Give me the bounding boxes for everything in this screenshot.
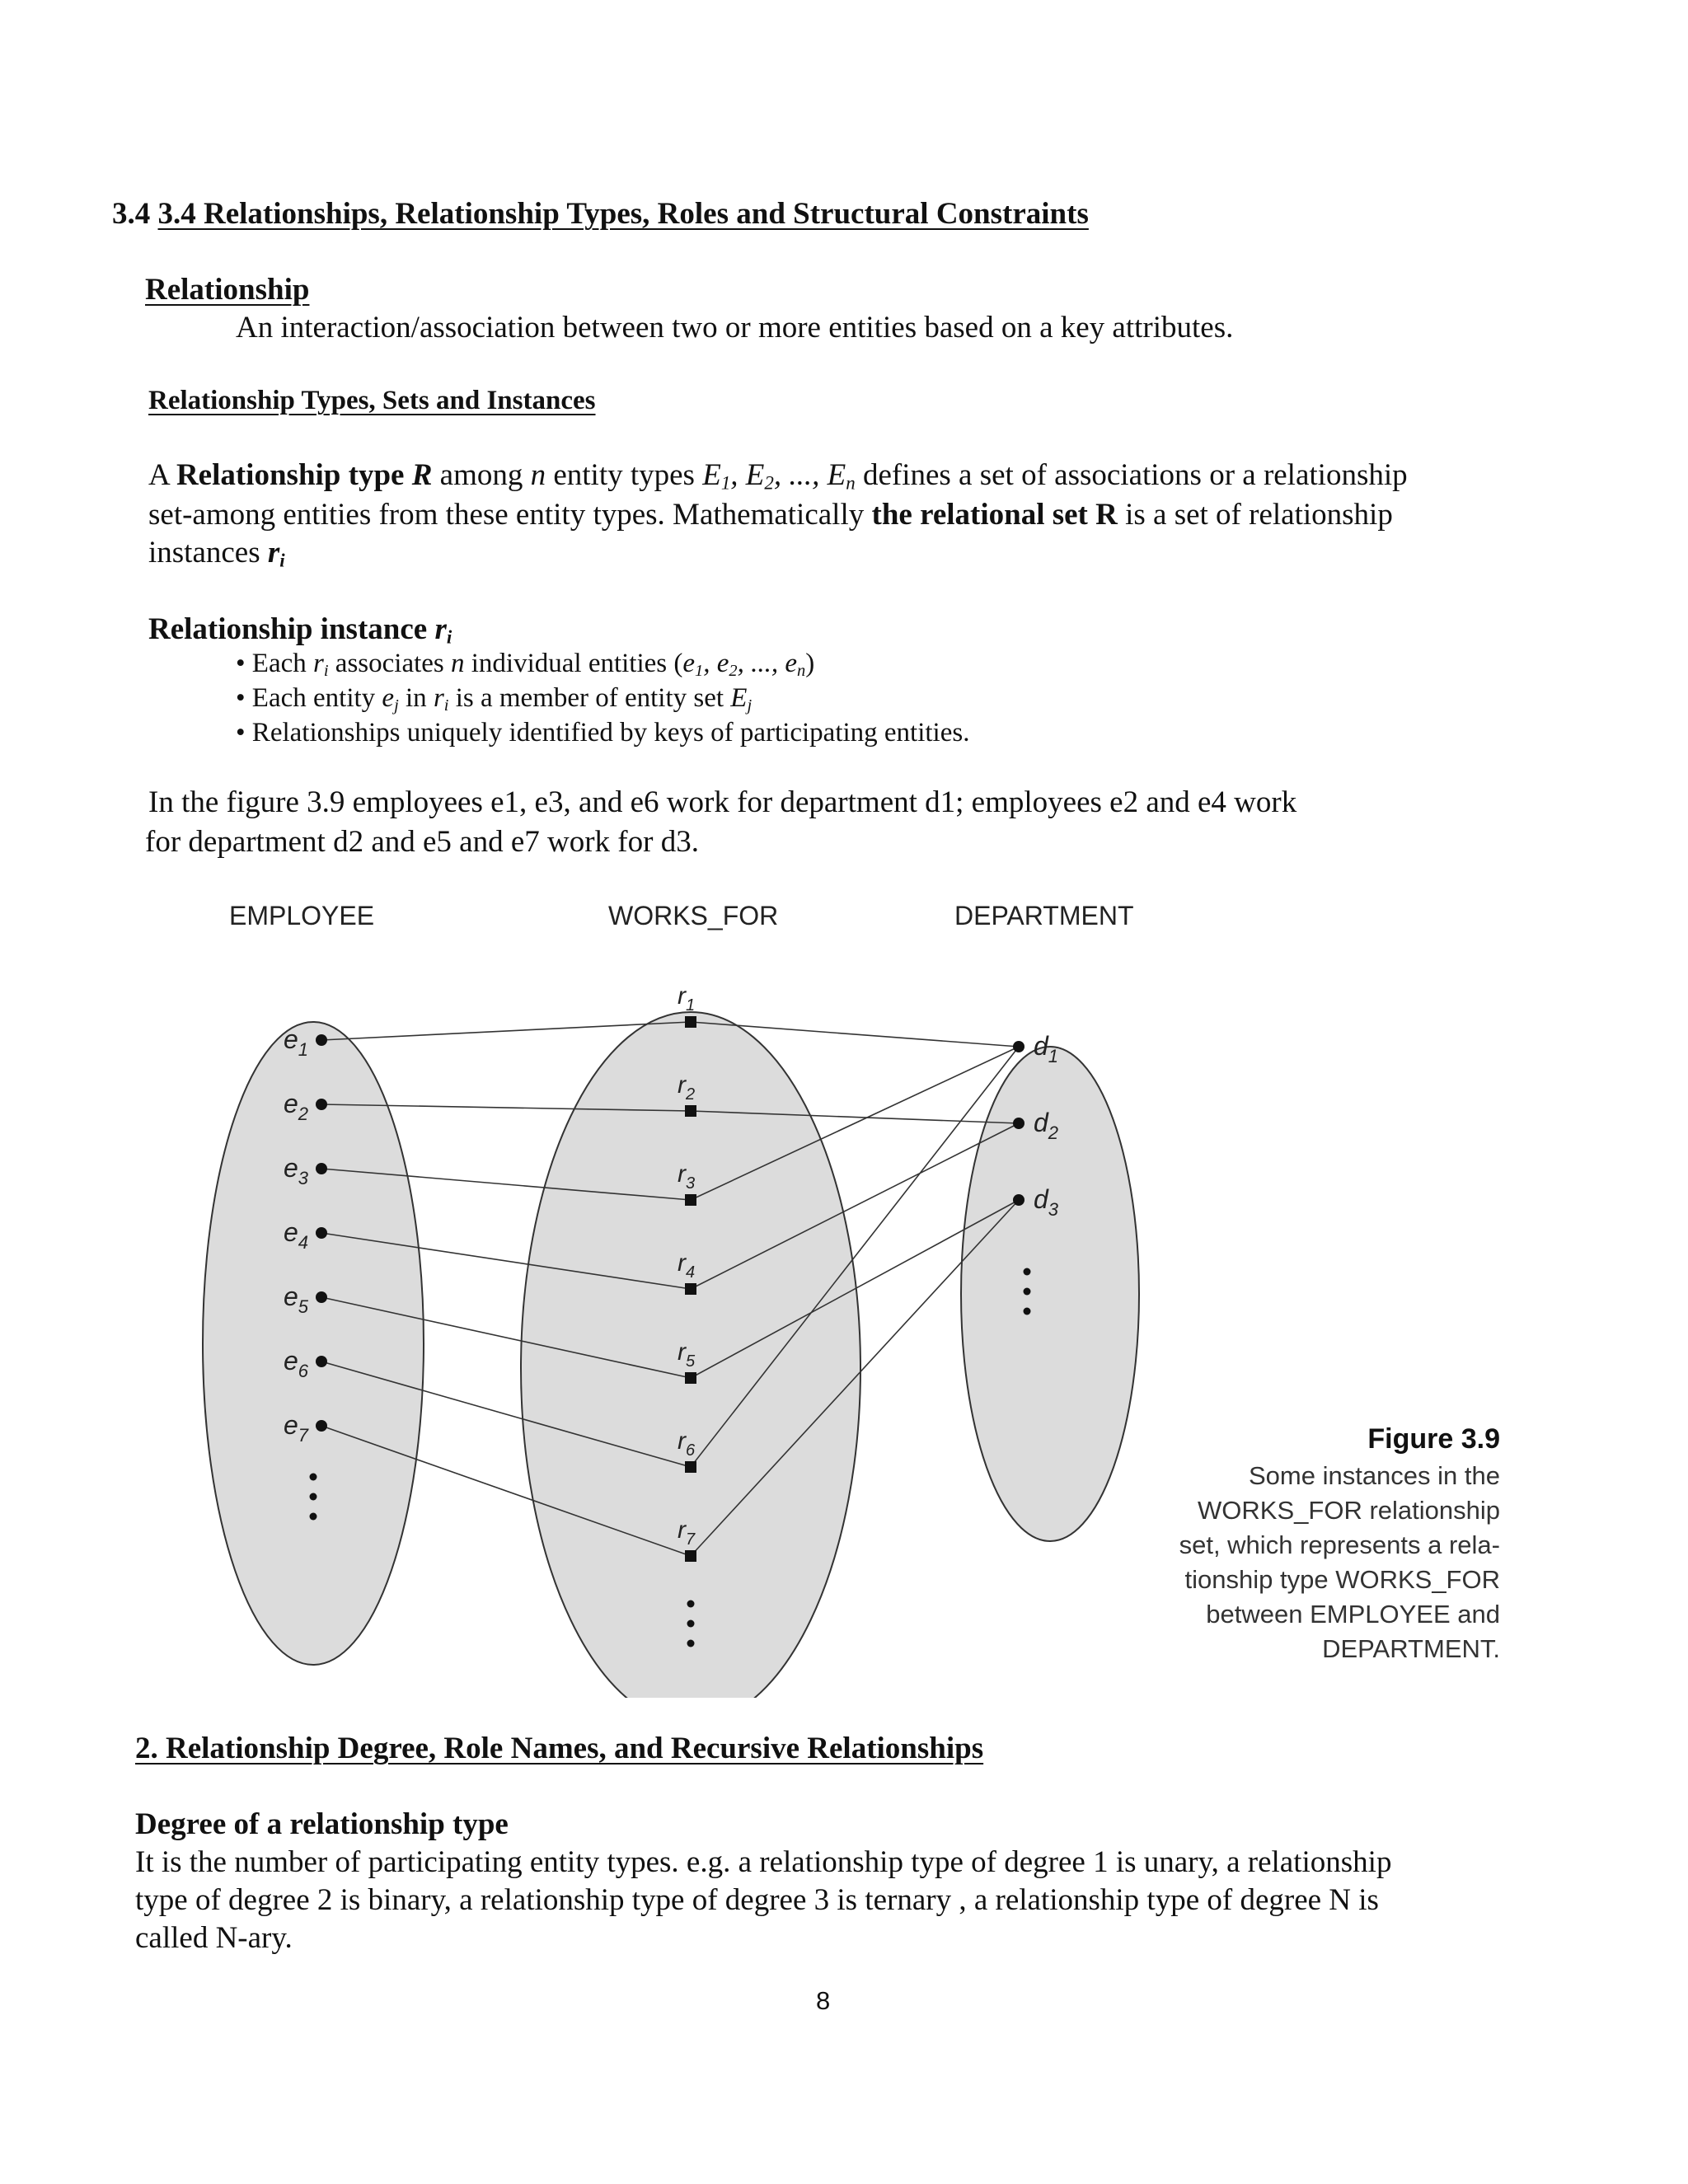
figure-text-line2: for department d2 and e5 and e7 work for d3.: [145, 825, 699, 859]
figure-caption-line: set, which represents a rela-: [1179, 1530, 1500, 1559]
employee-more-dots: [310, 1474, 317, 1481]
department-label: $d_1$: [1034, 1031, 1059, 1066]
employee-node: [316, 1099, 327, 1110]
department-label: $d_3$: [1034, 1184, 1059, 1220]
department-set-ellipse: [961, 1047, 1139, 1541]
relationship-node: [685, 1372, 696, 1384]
employee-node: [316, 1420, 327, 1432]
employee-more-dots: [310, 1513, 317, 1521]
section-heading: [112, 196, 1089, 232]
page-number: 8: [816, 1986, 831, 2015]
relationship-label: $r_5$: [678, 1338, 696, 1371]
employee-label: $e_7$: [284, 1410, 309, 1446]
section2-line2: type of degree 2 is binary, a relationship type of degree 3 is ternary , a relationship type of degree N is: [135, 1883, 1379, 1917]
relationship-label: $r_7$: [678, 1516, 696, 1549]
employee-label: $e_6$: [284, 1346, 309, 1381]
employee-more-dots: [310, 1493, 317, 1501]
relationship-label: $r_3$: [678, 1160, 696, 1193]
relationship-node: [685, 1105, 696, 1117]
relationship-definition: An interaction/association between two or more entities based on a key attributes.: [236, 311, 1234, 344]
department-node: [1013, 1118, 1025, 1129]
relationship-label: $r_1$: [678, 982, 696, 1015]
relationship-label: $r_4$: [678, 1249, 696, 1282]
figure-caption-line: between EMPLOYEE and: [1206, 1600, 1500, 1629]
department-more-dots: [1024, 1268, 1031, 1276]
employee-label: $e_1$: [284, 1024, 309, 1060]
types-paragraph-line2: set-among entities from these entity types. Mathematically the relational set R is a set of relationship: [148, 498, 1393, 532]
employee-header: EMPLOYEE: [229, 901, 375, 930]
instance-bullet-2: • Each entity $e_j$ in $r_i$ is a member of entity set $E_j$: [236, 683, 753, 715]
employee-label: $e_3$: [284, 1153, 309, 1188]
figure-text-line1: In the figure 3.9 employees e1, e3, and e6 work for department d1; employees e2 and e4 work: [148, 785, 1297, 819]
section-number: 3.4: [112, 197, 158, 231]
department-header: DEPARTMENT: [954, 901, 1134, 930]
employee-node: [316, 1227, 327, 1239]
types-paragraph-line3: instances $r_i$: [148, 536, 285, 571]
department-node: [1013, 1041, 1025, 1052]
employee-label: $e_5$: [284, 1282, 309, 1317]
figure-caption-line: DEPARTMENT.: [1322, 1634, 1500, 1663]
department-more-dots: [1024, 1288, 1031, 1296]
figure-caption-line: WORKS_FOR relationship: [1198, 1496, 1500, 1525]
relationship-node: [685, 1016, 696, 1028]
department-label: $d_2$: [1034, 1108, 1059, 1143]
relationship-more-dots: [687, 1601, 695, 1608]
employee-label: $e_4$: [284, 1217, 309, 1253]
employee-node: [316, 1163, 327, 1174]
relationship-node: [685, 1194, 696, 1206]
works-for-header: WORKS_FOR: [608, 901, 779, 930]
section2-line1: It is the number of participating entity types. e.g. a relationship type of degree 1 is unary, a relationship: [135, 1845, 1392, 1879]
figure-caption-title: Figure 3.9: [1367, 1423, 1500, 1455]
employee-node: [316, 1034, 327, 1046]
relationship-more-dots: [687, 1640, 695, 1647]
employee-node: [316, 1291, 327, 1303]
types-paragraph-line1: A Relationship type R among n entity types $E_1$, $E_2$, ..., $E_n$ defines a set of associations or a relationship: [148, 458, 1408, 494]
employee-set-ellipse: [203, 1022, 424, 1665]
types-sets-title: Relationship Types, Sets and Instances: [148, 386, 596, 415]
section2-line3: called N-ary.: [135, 1921, 293, 1955]
relationship-more-dots: [687, 1620, 695, 1628]
employee-node: [316, 1356, 327, 1367]
employee-label: $e_2$: [284, 1089, 309, 1124]
relationship-label: $r_6$: [678, 1427, 696, 1460]
instance-title: Relationship instance $r_i$: [148, 612, 452, 648]
figure-caption: [1179, 1419, 1500, 1666]
figure-caption-line: Some instances in the: [1248, 1461, 1500, 1490]
department-node: [1013, 1194, 1025, 1206]
section2-heading: 2. Relationship Degree, Role Names, and Recursive Relationships: [135, 1732, 984, 1765]
relationship-label: $r_2$: [678, 1071, 696, 1104]
figure-caption-line: tionship type WORKS_FOR: [1184, 1565, 1500, 1594]
relationship-node: [685, 1461, 696, 1473]
relationship-node: [685, 1550, 696, 1562]
section-title: 3.4 Relationships, Relationship Types, Roles and Structural Constraints: [157, 197, 1089, 231]
relationship-node: [685, 1283, 696, 1295]
relationship-title: Relationship: [145, 273, 310, 307]
department-more-dots: [1024, 1308, 1031, 1315]
instance-bullet-3: • Relationships uniquely identified by keys of participating entities.: [236, 718, 970, 748]
instance-bullet-1: • Each $r_i$ associates n individual entities ($e_1$, $e_2$, ..., $e_n$): [236, 649, 815, 681]
section2-subtitle: Degree of a relationship type: [135, 1807, 509, 1841]
